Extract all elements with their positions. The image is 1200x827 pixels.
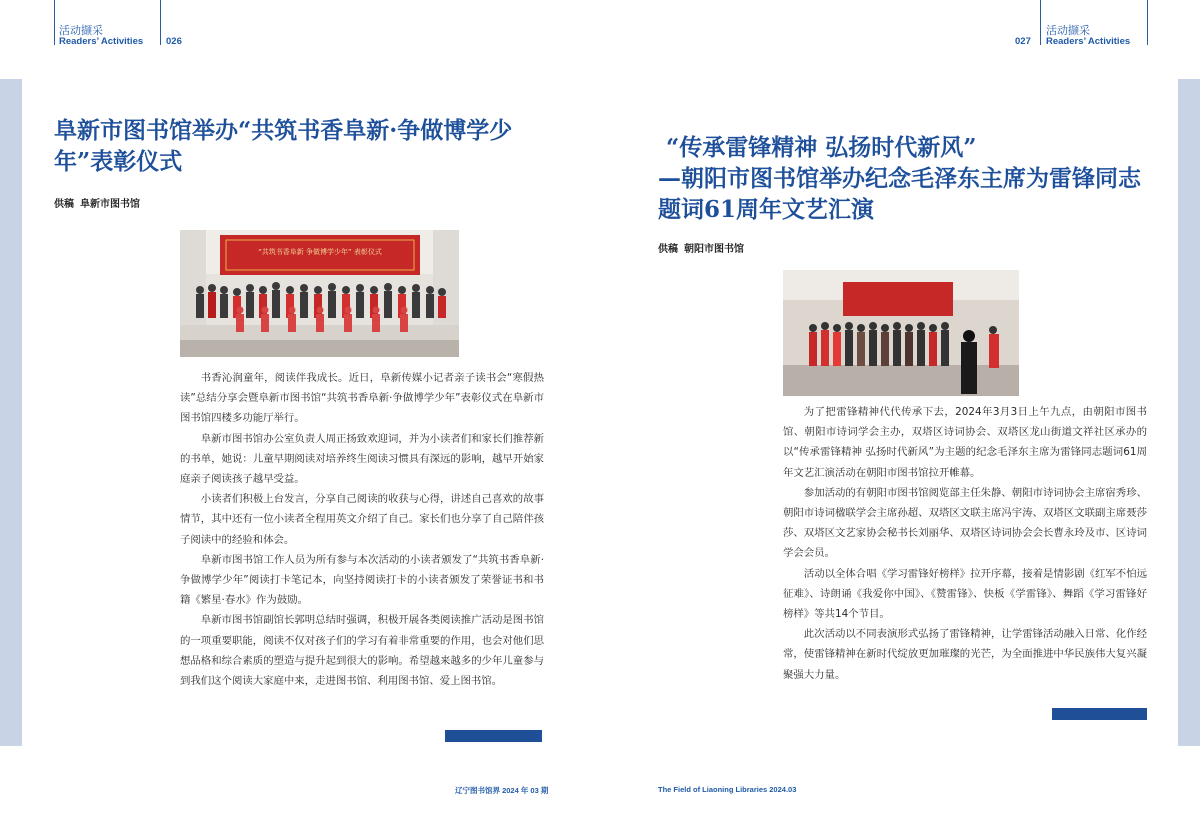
- byline-label: 供稿: [658, 244, 678, 255]
- paragraph: 参加活动的有朝阳市图书馆阅览部主任朱静、朝阳市诗词协会主席宿秀珍、朝阳市诗词楹联学会主席孙超、双塔区文联主席冯宇涛、双塔区文联副主席聂莎莎、双塔区文艺家协会秘书长刘丽华、双塔区诗词协会会长曹永玲及市、区诗词学会会员。: [783, 486, 1147, 560]
- photo-banner-text: “共筑书香阜新 争做博学少年” 表彰仪式: [258, 248, 382, 256]
- header-divider-left-outer: [54, 0, 55, 45]
- paragraph: 阜新市图书馆副馆长郭明总结时强调，积极开展各类阅读推广活动是图书馆的一项重要职能，阅读不仅对孩子们的学习有着非常重要的作用，也会对他们思想品格和综合素质的塑造与提升起到很大的影响。希望越来越多的少年儿童参与到我们这个阅读大家庭中来，走进图书馆、利用图书馆、爱上图书馆。: [180, 614, 544, 688]
- byline-source: 阜新市图书馆: [80, 199, 140, 210]
- right-side-bar: [1178, 79, 1200, 746]
- header-divider-left-inner: [160, 0, 161, 45]
- header-divider-right-outer: [1147, 0, 1148, 45]
- right-article-end-mark: [1052, 708, 1147, 720]
- section-title-cn-right: 活动撷采: [1046, 24, 1090, 37]
- right-article-title: [658, 132, 1158, 225]
- right-title-line2: —朝阳市图书馆举办纪念毛泽东主席为雷锋同志题词61周年文艺汇演: [658, 165, 1141, 223]
- section-title-en-left: Readers’ Activities: [59, 36, 144, 47]
- paragraph: 阜新市图书馆工作人员为所有参与本次活动的小读者颁发了“共筑书香阜新·争做博学少年”阅读打卡笔记本，向坚持阅读打卡的小读者颁发了荣誉证书和书籍《繁星·春水》作为鼓励。: [180, 553, 544, 607]
- left-side-bar: [0, 79, 22, 746]
- section-title-en-right: Readers’ Activities: [1046, 36, 1131, 47]
- footer-right: The Field of Liaoning Libraries 2024.03: [658, 785, 797, 794]
- section-title-cn-left: 活动撷采: [59, 24, 103, 37]
- page-number-left: 026: [166, 36, 182, 47]
- paragraph: 为了把雷锋精神代代传承下去，2024年3月3日上午九点，由朝阳市图书馆、朝阳市诗词学会主办，双塔区诗词协会、双塔区龙山街道文祥社区承办的以“传承雷锋精神 弘扬时代新风”为主题的纪念毛泽东主席为雷锋同志题词61周年文艺汇演活动在朝阳市图书馆拉开帷幕。: [783, 406, 1147, 479]
- right-article-byline: [658, 240, 744, 255]
- paragraph: 阜新市图书馆办公室负责人周正扬致欢迎词，并为小读者们和家长们推荐新的书单，她说：儿童早期阅读对培养终生阅读习惯具有深远的影响，越早开始家庭亲子阅读孩子越早受益。: [180, 432, 544, 486]
- right-title-line1: “传承雷锋精神 弘扬时代新风”: [666, 134, 977, 161]
- left-article-title: 阜新市图书馆举办“共筑书香阜新·争做博学少年”表彰仪式: [54, 117, 513, 175]
- paragraph: 书香沁润童年，阅读伴我成长。近日，阜新传媒小记者亲子读书会“寒假热读”总结分享会暨阜新市图书馆“共筑书香阜新·争做博学少年”表彰仪式在阜新市图书馆四楼多功能厅举行。: [180, 372, 544, 425]
- page-number-right: 027: [1015, 36, 1031, 47]
- paragraph: 此次活动以不同表演形式弘扬了雷锋精神，让学雷锋活动融入日常、化作经常，使雷锋精神在新时代绽放更加璀璨的光芒，为全面推进中华民族伟大复兴凝聚强大力量。: [783, 628, 1147, 681]
- left-article-byline: [54, 195, 140, 210]
- right-article-photo: [783, 270, 1019, 396]
- right-article-body: [783, 402, 1147, 685]
- left-article-body: [180, 368, 544, 691]
- left-article-photo: [180, 230, 459, 357]
- byline-label: 供稿: [54, 199, 74, 210]
- footer-left: 辽宁图书馆界 2024 年 03 期: [455, 786, 549, 795]
- byline-source: 朝阳市图书馆: [684, 244, 744, 255]
- header-divider-right-inner: [1040, 0, 1041, 45]
- paragraph: 活动以全体合唱《学习雷锋好榜样》拉开序幕，接着是情影剧《红军不怕远征难》、诗朗诵《我爱你中国》、《赞雷锋》、快板《学雷锋》、舞蹈《学习雷锋好榜样》等共14个节目。: [783, 567, 1147, 621]
- paragraph: 小读者们积极上台发言，分享自己阅读的收获与心得，讲述自己喜欢的故事情节，其中还有一位小读者全程用英文介绍了自己。家长们也分享了自己陪伴孩子阅读中的经验和体会。: [180, 493, 544, 546]
- left-article-end-mark: [445, 730, 542, 742]
